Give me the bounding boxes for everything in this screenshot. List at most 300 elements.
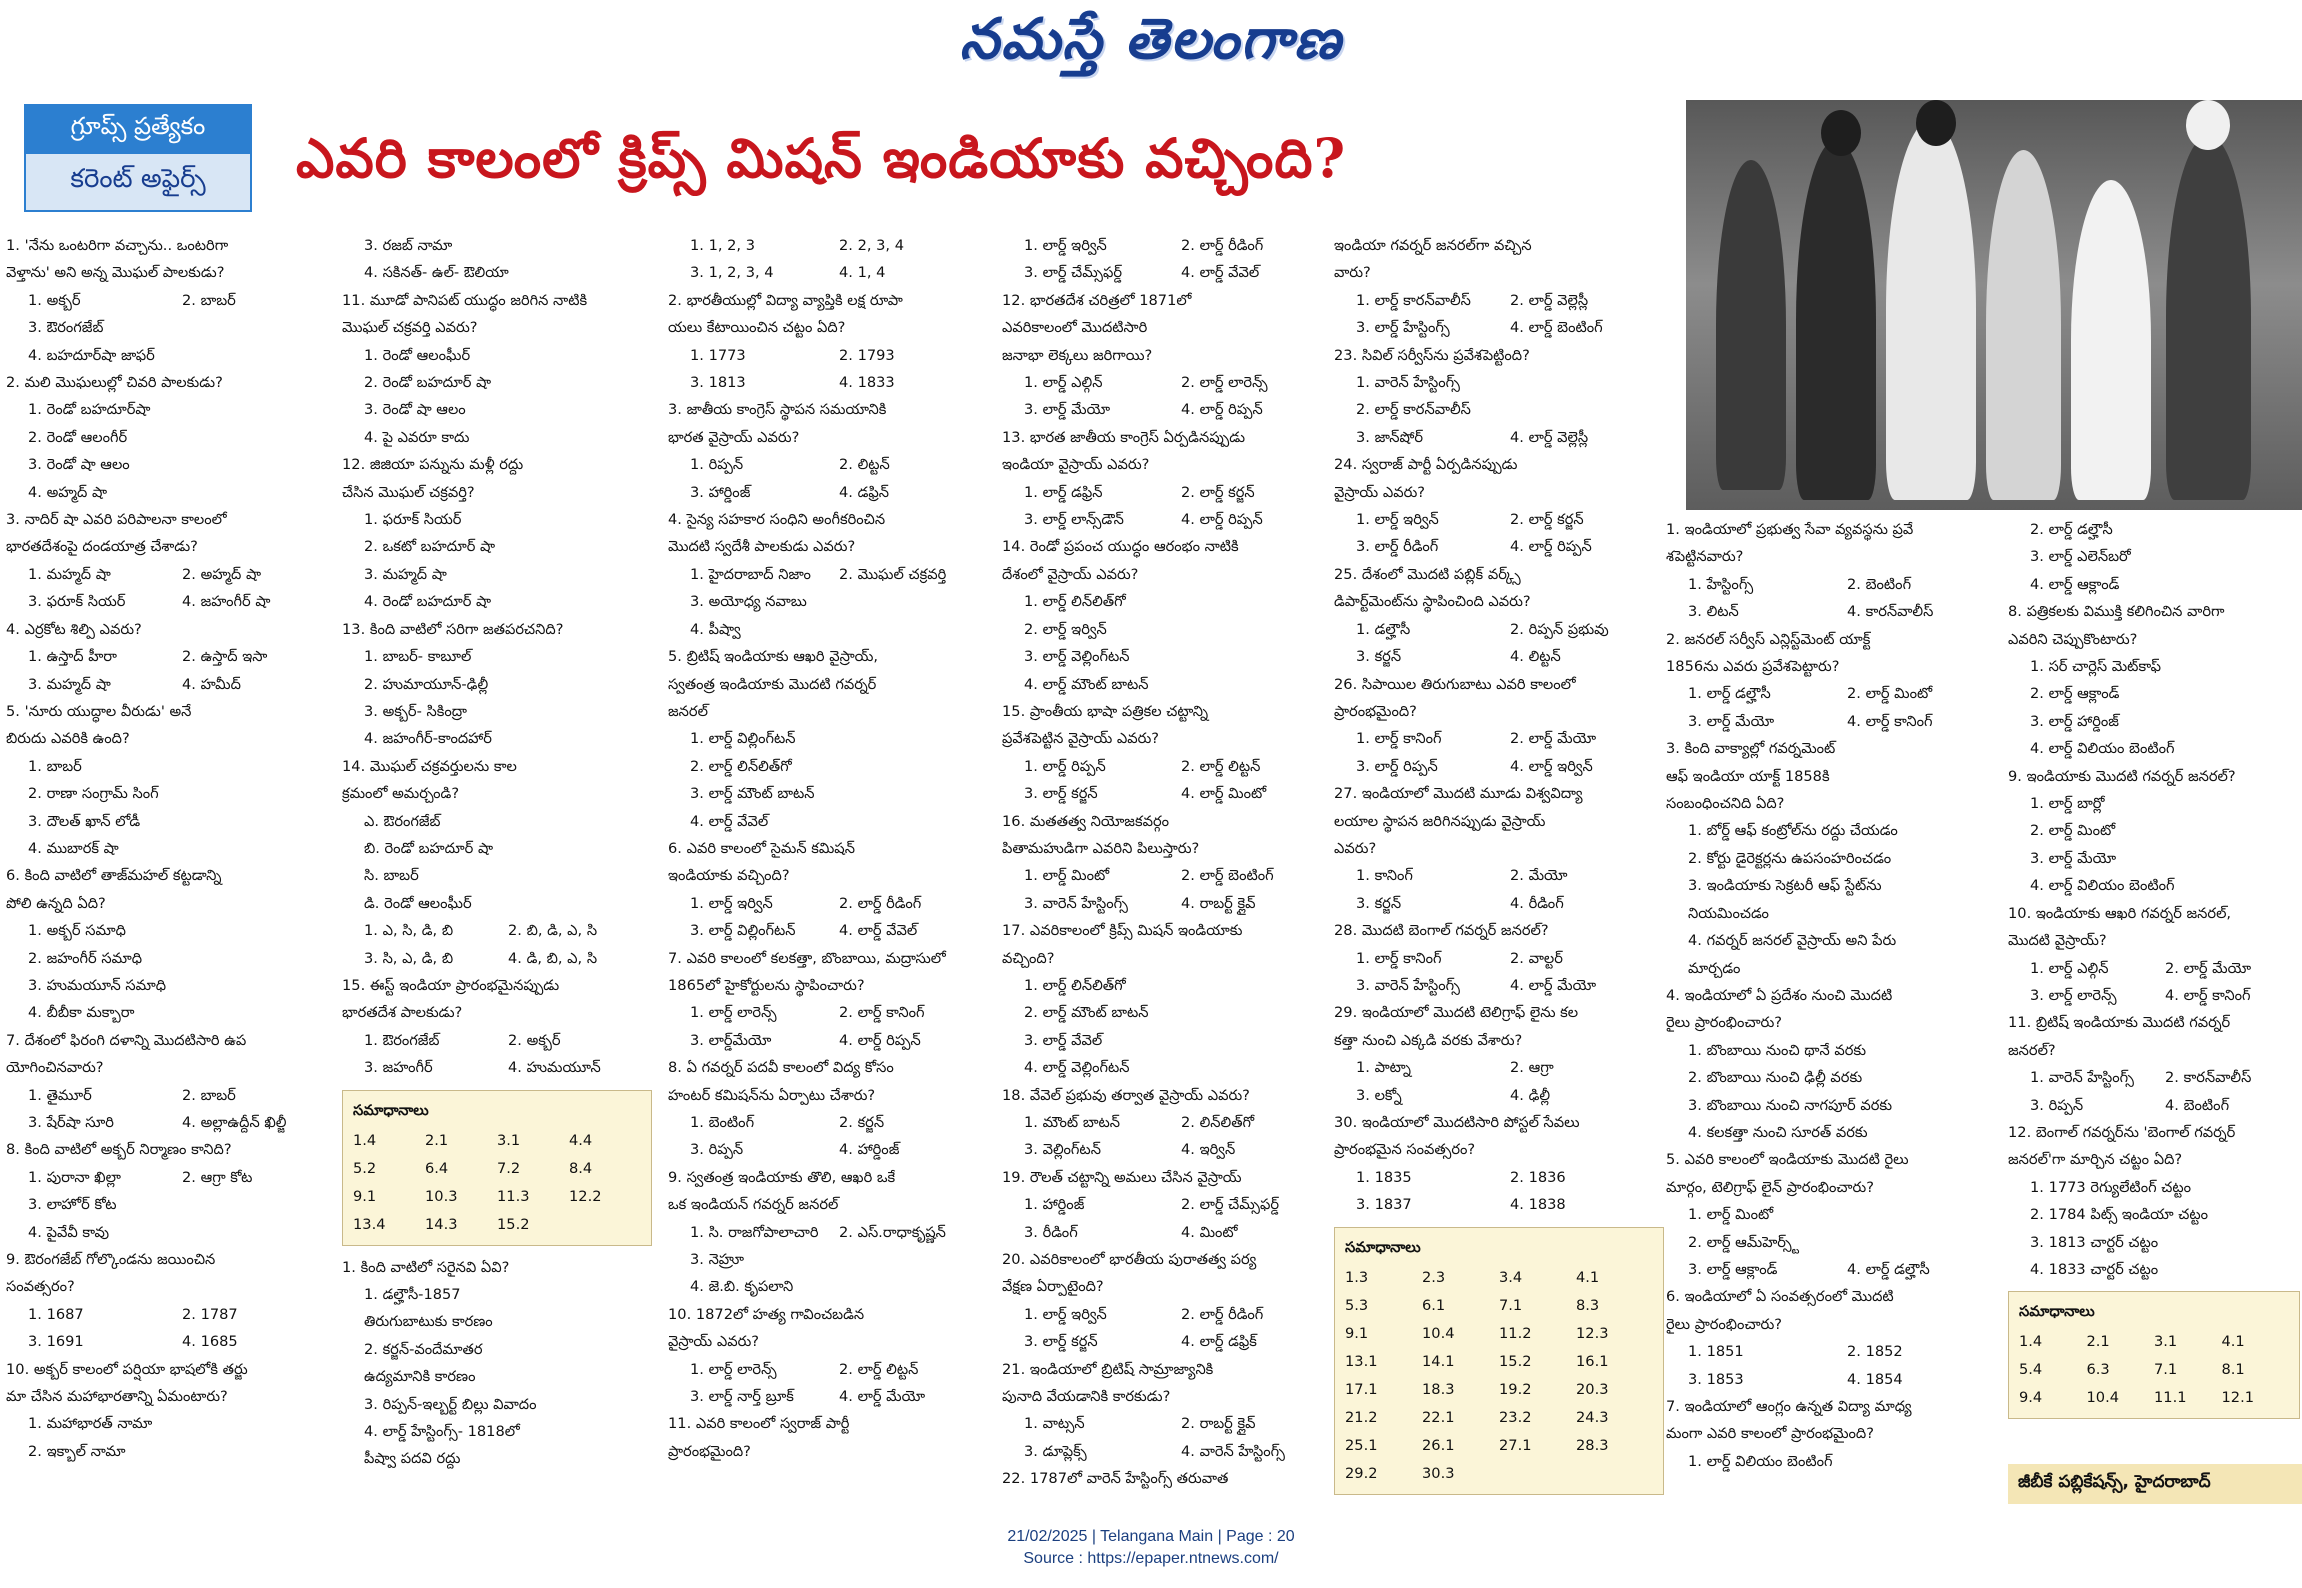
option: 3. 1691 [28,1333,84,1351]
question-block [2008,598,2300,762]
question-block [6,506,336,616]
question-block [6,1356,336,1466]
question-block [1334,232,1664,342]
option: 1. వారెన్ హేస్టింగ్స్ [2030,1069,2134,1087]
options-grid [1334,862,1664,917]
option: 2. లార్డ్ మేయో [2165,959,2252,977]
question-text: 1. 'నేను ఒంటరిగా వచ్చాను.. ఒంటరిగా వెళ్తాను' అని అన్న మొఘల్ పాలకుడు? [6,237,229,282]
question-text: 7. దేశంలో ఫిరంగి దళాన్ని మొదటిసారి ఉప యోగించినవారు? [6,1031,247,1077]
option: 3. లార్డ్ మేయో [2030,849,2117,867]
option: 2. రాణా సంగ్రామ్ సింగ్ [28,785,159,803]
question-text: 15. ప్రాంతీయ భాషా పత్రికల చట్టాన్ని ప్రవేశపెట్టిన వైస్రాయ్ ఎవరు? [1002,702,1209,748]
answer-item: 11.1 [2154,1389,2187,1407]
option: 2. లార్డ్ ఆమ్‌హెర్స్ట్ [1688,1233,1800,1251]
question-block [342,451,652,615]
option: 1. డల్హౌసీ-1857 [364,1286,461,1303]
option: 1. లార్డ్ డల్హౌసీ [1688,685,1771,703]
option: 2. లిన్‌లిత్‌గో [1181,1114,1255,1131]
option: 3. లార్డ్ హేస్టింగ్స్ [1356,319,1450,337]
column-3 [668,232,988,1465]
answer-item: 5.4 [2019,1361,2043,1379]
question-block [2008,1119,2300,1283]
question-text: 26. సిపాయిల తిరుగుబాటు ఎవరి కాలంలో ప్రారంభమైంది? [1334,675,1576,720]
option: 1. లార్డ్ లిన్‌లిత్‌గో [1024,976,1126,994]
question-block [342,972,652,1082]
option: 1. లార్డ్ కానింగ్ [1356,949,1442,967]
option: 4. లార్డ్ బెంటింగ్ [1510,319,1603,337]
option: 4. డఫ్రిన్ [839,483,889,501]
answer-key-header: సమాధానాలు [1345,1238,1421,1256]
option: 1. లార్డ్ ఎల్గిన్ [1024,374,1103,392]
answer-item: 4.1 [2221,1333,2245,1351]
question-text: 21. ఇండియాలో బ్రిటిష్ సామ్రాజ్యానికి పునాది వేయడానికి కారకుడు? [1002,1360,1214,1406]
column-1 [6,232,336,1465]
question-text: 3. జాతీయ కాంగ్రెస్ స్థాపన సమయానికి భారత వైస్రాయ్ ఎవరు? [668,401,887,446]
option: 1. కానింగ్ [1356,867,1413,885]
column-4 [1002,232,1338,1493]
option: 3. లార్డ్ వెల్లింగ్‌టన్ [1024,648,1130,666]
question-text: 13. భారత జాతీయ కాంగ్రెస్ ఏర్పడినప్పుడు ఇండియా వైస్రాయ్ ఎవరు? [1002,428,1246,474]
option: 4. రీడింగ్ [1510,894,1564,912]
options-grid [1666,680,2006,735]
answer-item: 3.1 [497,1131,521,1149]
option: 2. బి, డి, ఎ, సి [508,922,598,940]
question-text: 6. ఇండియాలో ఏ సంవత్సరంలో మొదటి రైలు ప్రారంభించారు? [1666,1288,1894,1333]
option: 1. సి. రాజగోపాలాచారి [690,1223,819,1241]
option: 2. 1787 [182,1305,238,1323]
question-block [1666,1146,2006,1283]
option: 4. లార్డ్ మౌంట్ బాటన్ [1024,675,1149,693]
section-tag-current-affairs: కరెంట్ అఫైర్స్ [24,154,252,212]
question-text: 30. ఇండియాలో మొదటిసారి పోస్టల్ సేవలు ప్రారంభమైన సంవత్సరం? [1334,1114,1580,1159]
option: 3. నెహ్రూ [690,1251,744,1269]
question-block [668,945,988,1055]
answer-item: 1.4 [353,1131,377,1149]
option: ఉద్యమానికి కారణం [364,1368,476,1386]
option: 3. రిప్పన్ [2030,1096,2084,1114]
option: 1. సర్ చార్లెస్ మెట్‌కాఫ్ [2030,658,2162,676]
answer-item: 3.1 [2154,1333,2178,1351]
option: 1. లార్డ్ ఇర్విన్ [690,894,773,912]
options-grid [668,342,988,397]
question-block [1002,808,1338,918]
question-block [6,369,336,506]
option: 4. లార్డ్ విలియం బెంటింగ్ [2030,877,2175,895]
options-grid [1002,1109,1338,1164]
options-grid [1666,1338,2006,1393]
option: 2. లార్డ్ మింటో [2030,822,2116,840]
option: ఎ. ఔరంగజేబ్ [364,812,441,830]
answer-item: 14.3 [425,1215,458,1233]
option: 4. ఢిల్లీ [1510,1086,1551,1104]
question-text: 3. కింది వాక్యాల్లో గవర్నమెంట్ ఆఫ్ ఇండియా యాక్ట్ 1858కి సంబంధించనిది ఏది? [1666,740,1836,813]
option: 3. కర్జన్ [1356,648,1402,666]
question-block [6,616,336,698]
column-2 [342,232,652,1473]
question-block [6,1246,336,1356]
option: 1. 1687 [28,1305,84,1323]
question-block [1002,1164,1338,1246]
answer-item: 17.1 [1345,1380,1378,1398]
option: 1. 1835 [1356,1168,1412,1186]
option: 3. ఇండియాకు సెక్రటరీ ఆఫ్ స్టేట్‌ను [1688,877,1882,895]
option: 3. జాన్‌షోర్ [1356,428,1424,446]
option: 3. లార్డ్ నార్త్ బ్రూక్ [690,1388,794,1406]
question-text: 5. బ్రిటిష్ ఇండియాకు ఆఖరి వైస్రాయ్, స్వతంత్ర ఇండియాకు మొదటి గవర్నర్ జనరల్ [668,648,879,720]
option: 1. అక్బర్ [28,291,81,309]
option: 2. వాల్టర్ [1510,949,1563,967]
question-text: 24. స్వరాజ్ పార్టీ ఏర్పడినప్పుడు వైస్రాయ్ ఎవరు? [1334,456,1518,501]
question-block [1002,1356,1338,1466]
option: 3. సి, ఎ, డి, బి [364,949,454,967]
question-text: 7. ఇండియాలో ఆంగ్లం ఉన్నత విద్యా మాధ్య మంగా ఎవరి కాలంలో ప్రారంభమైంది? [1666,1398,1912,1443]
options-grid [1334,1164,1664,1219]
question-block [1002,1082,1338,1164]
question-text: 13. కింది వాటిలో సరిగా జతపరచనిది? [342,620,564,638]
option: 4. లార్డ్ డఫ్రిక్ [1181,1333,1257,1351]
option: 2. జహంగీర్ సమాధి [28,949,143,967]
question-text: 8. పత్రికలకు విముక్తి కలిగించిన వారిగా ఎవరిని చెప్పుకొంటారు? [2008,603,2225,648]
question-text: 2. భారతీయుల్లో విద్యా వ్యాప్తికి లక్ష రూపా యలు కేటాయించిన చట్టం ఏది? [668,291,903,337]
options-grid [1002,369,1338,424]
answer-item: 23.2 [1499,1408,1532,1426]
answer-item: 8.3 [1576,1296,1600,1314]
option: 4. లార్డ్ వేవెల్ [839,922,918,940]
question-block [1666,1393,2006,1475]
option: 1. లార్డ్ విల్లింగ్‌టన్ [690,730,796,748]
option: 3. లార్డ్ మేయో [1024,401,1111,419]
question-block [1002,1465,1338,1492]
option: 3. హార్డింజ్ [690,483,751,501]
question-text: 5. 'నూరు యుద్ధాల వీరుడు' అనే బిరుదు ఎవరికి ఉంది? [6,702,192,748]
question-text: 12. భారతదేశ చరిత్రలో 1871లో ఎవరికాలంలో మొదటిసారి జనాభా లెక్కలు జరిగాయి? [1002,291,1192,364]
answer-item: 2.1 [2086,1333,2110,1351]
answer-item: 15.2 [497,1215,530,1233]
option: 3. లార్డ్ హార్డింజ్ [2030,712,2119,730]
option: 1. లార్డ్ లారెన్స్ [690,1004,777,1022]
options-grid [6,287,336,314]
answer-item: 19.2 [1499,1380,1532,1398]
option: 2. మొఘల్ చక్రవర్తి [839,565,947,583]
question-block [6,862,336,1026]
question-block [1334,917,1664,999]
option: తిరుగుబాటుకు కారణం [364,1313,493,1331]
option: 4. లార్డ్ మింటో [1181,785,1267,803]
question-text: 11. మూడో పానిపట్ యుద్ధం జరిగిన నాటికి మొఘల్ చక్రవర్తి ఎవరు? [342,291,588,337]
answer-item: 10.3 [425,1187,458,1205]
option: 4. ఇర్విన్ [1181,1141,1236,1159]
option: 1. బొంబాయి నుంచి థానే వరకు [1688,1041,1867,1059]
question-block [1334,671,1664,781]
option: 3. వెల్లింగ్‌టన్ [1024,1141,1101,1159]
option: 1. వాట్సన్ [1024,1415,1085,1433]
answer-key-header: సమాధానాలు [2019,1303,2095,1321]
option: 1. మహ్మద్ షా [28,565,111,583]
answer-key [1334,1227,1664,1495]
options-grid [1002,862,1338,917]
options-grid [1002,1410,1338,1465]
option: 2. లార్డ్ డల్హౌసీ [2030,521,2113,538]
option: మార్చడం [1688,959,1741,977]
option: 1. పాట్నా [1356,1059,1411,1077]
option: 3. దౌలత్ ఖాన్ లోడీ [28,812,141,830]
option: 1. లార్డ్ కానింగ్ [1356,730,1442,748]
option: బి. రెండో బహదూర్ షా [364,839,494,857]
option: 2. లార్డ్ మేయో [1510,730,1597,748]
options-grid [2008,955,2300,1010]
answer-item: 12.1 [2221,1389,2254,1407]
question-text: 4. సైన్య సహకార సంధిని అంగీకరించిన మొదటి స్వదేశీ పాలకుడు ఎవరు? [668,511,886,556]
option: 4. 1833 చార్టర్ చట్టం [2030,1260,2159,1278]
answer-item: 13.1 [1345,1352,1378,1370]
option: 1. హేస్టింగ్స్ [1688,575,1754,593]
option: 2. ఒకటో బహదూర్ షా [364,538,496,556]
option: 3. డూప్లెక్స్ [1024,1442,1087,1460]
option: 4. కలకత్తా నుంచి సూరత్ వరకు [1688,1123,1868,1141]
answer-item: 26.1 [1422,1436,1455,1454]
option: 2. ఆగ్రా కోట [182,1168,253,1186]
option: 4. జె.బి. కృపలాని [690,1278,794,1296]
option: 3. రిప్పన్ [690,1141,744,1159]
answer-item: 2.1 [425,1131,449,1149]
option: 4. 1685 [182,1333,238,1351]
option: 4. పై ఎవరూ కాదు [364,428,470,446]
question-text: 14. మొఘల్ చక్రవర్తులను కాల క్రమంలో అమర్చండి? [342,757,517,803]
answer-item: 4.4 [569,1131,593,1149]
section-tag-groups: గ్రూప్స్ ప్రత్యేకం [24,104,252,154]
question-block [2008,763,2300,900]
option: 3. లార్డ్ చేమ్స్‌ఫర్డ్ [1024,264,1122,282]
publisher-credit: జీబీకే పబ్లికేషన్స్, హైదరాబాద్ [2008,1464,2302,1504]
options-grid [1666,571,2006,626]
question-text: 17. ఎవరికాలంలో క్రిప్స్ మిషన్ ఇండియాకు వచ్చింది? [1002,922,1243,967]
option: 4. రెండో బహదూర్ షా [364,593,492,611]
option: 2. బాబర్ [182,1086,236,1104]
question-text: 27. ఇండియాలో మొదటి మూడు విశ్వవిద్యా లయాల స్థాపన జరిగినప్పుడు వైస్రాయ్ ఎవరు? [1334,785,1583,857]
question-block [1334,780,1664,917]
option: 4. లార్డ్ కానింగ్ [1847,712,1933,730]
options-grid [1334,506,1664,561]
question-text: 9. ఔరంగజేబ్ గోల్కొండను జయించిన సంవత్సరం? [6,1251,216,1296]
question-block [668,1164,988,1301]
options-grid [1002,232,1338,287]
options-grid [668,232,988,287]
option: 1. హార్డింజ్ [1024,1196,1085,1214]
option: 4. లిట్టన్ [1510,648,1561,666]
question-block [342,287,652,451]
answer-item: 21.2 [1345,1408,1378,1426]
option: 4. లార్డ్ మేయో [839,1388,926,1406]
option: 4. 1838 [1510,1196,1566,1214]
option: 3. 1813 [690,374,746,392]
options-grid [668,451,988,506]
answer-item: 27.1 [1499,1436,1532,1454]
option: 4. జహంగీర్ షా [182,593,271,611]
question-text: 22. 1787లో వారెన్ హేస్టింగ్స్ తరువాత [1002,1470,1229,1488]
option: నియమించడం [1688,904,1769,922]
column-5 [1334,232,1664,1503]
option: 1. లార్డ్ రిప్పన్ [1024,757,1106,775]
option: 1. డల్హౌసీ [1356,620,1411,638]
question-block [342,1254,652,1473]
question-block [342,616,652,753]
options-grid [1002,1301,1338,1356]
option: 4. లార్డ్ హేస్టింగ్స్- 1818లో [364,1423,520,1441]
question-block [342,753,652,917]
option: 3. లార్డ్ మేయో [1688,712,1775,730]
option: 1. బాబర్ [28,757,82,775]
option: 1. బెంటింగ్ [690,1114,755,1131]
option: 2. కర్జన్ [839,1114,885,1131]
question-text: 10. 1872లో హత్య గావించబడిన వైస్రాయ్ ఎవరు? [668,1305,865,1351]
option: 4. పైవేవీ కావు [28,1223,110,1241]
question-text: 8. ఏ గవర్నర్ పదవీ కాలంలో విద్య కోసం హంటర్ కమిషన్‌ను ఏర్పాటు చేశారు? [668,1059,894,1104]
option: 3. రజబ్ నామా [364,237,453,254]
options-grid [1666,1256,2006,1283]
question-text: 3. నాదిర్ షా ఎవరి పరిపాలనా కాలంలో భారతదేశంపై దండయాత్ర చేశాడు? [6,511,227,556]
options-grid [1334,1054,1664,1109]
option: 2. లార్డ్ ఇర్విన్ [1024,620,1107,638]
option: 2. లార్డ్ వెల్లెస్లీ [1510,291,1589,309]
answer-item: 9.1 [353,1187,377,1205]
question-block [1002,424,1338,534]
question-block [668,1054,988,1164]
option: 4. గవర్నర్ జనరల్ వైస్రాయ్ అని పేరు [1688,932,1897,950]
answer-item: 15.2 [1499,1352,1532,1370]
option: 4. సకినత్- ఉల్- ఔలియా [364,264,509,282]
option: 2. లార్డ్ కర్జన్ [1181,483,1255,501]
options-grid [6,643,336,698]
option: 4. ముబారక్ షా [28,839,119,857]
option: 1. 1851 [1688,1343,1744,1361]
question-text: 6. కింది వాటిలో తాజ్‌మహల్ కట్టడాన్ని పోలి ఉన్నది ఏది? [6,867,222,912]
question-block [1666,516,2006,626]
option: 4. లార్డ్ ఇర్విన్ [1510,757,1593,775]
option: 1. పురానా ఖిల్లా [28,1168,121,1186]
question-text: 19. రౌలత్ చట్టాన్ని అమలు చేసిన వైస్రాయ్ [1002,1168,1242,1186]
option: 2. లార్డ్ మింటో [1847,685,1933,703]
option: 1. హైదరాబాద్ నిజాం [690,565,811,583]
option: 2. 1784 పిట్స్ ఇండియా చట్టం [2030,1206,2209,1224]
question-text: 28. మొదటి బెంగాల్ గవర్నర్ జనరల్? [1334,922,1549,940]
question-text: 5. ఎవరి కాలంలో ఇండియాకు మొదటి రైలు మార్గం, టెలిగ్రాఫ్ లైన్ ప్రారంభించారు? [1666,1151,1909,1196]
question-text: 25. దేశంలో మొదటి పబ్లిక్ వర్క్స్ డిపార్ట్‌మెంట్‌ను స్థాపించింది ఎవరు? [1334,565,1531,611]
option: 2. ఉస్తాద్ ఇసా [182,648,268,666]
option: 3. లార్డ్ మౌంట్ బాటన్ [690,785,815,803]
option: 3. మహ్మద్ షా [28,675,111,693]
answer-item: 9.4 [2019,1389,2043,1407]
option: 3. లార్డ్ రిప్పన్ [1356,757,1438,775]
options-grid [1334,725,1664,780]
option: 3. లక్నో [1356,1086,1402,1104]
question-block [2008,900,2300,1010]
option: 4. హుమయూన్ [508,1059,601,1077]
option: 4. లార్డ్ వేవెల్ [1181,264,1260,282]
answer-item: 18.3 [1422,1380,1455,1398]
answer-item: 14.1 [1422,1352,1455,1370]
option: 2. లార్డ్ బెంటింగ్ [1181,867,1274,885]
options-grid [668,890,988,945]
option: 1. లార్డ్ లిన్‌లిత్‌గో [1024,593,1126,611]
answer-item: 10.4 [1422,1324,1455,1342]
question-block [668,835,988,945]
question-block [1334,451,1664,561]
option: 2. రెండో బహదూర్ షా [364,374,492,392]
footer-source: Source : https://epaper.ntnews.com/ [1023,1550,1279,1567]
option: 1. లార్డ్ ఇర్విన్ [1024,1305,1107,1323]
question-text: 9. ఇండియాకు మొదటి గవర్నర్ జనరల్? [2008,767,2236,785]
question-text: 12. బెంగాల్ గవర్నర్‌ను 'బెంగాల్ గవర్నర్ జనరల్'గా మార్చిన చట్టం ఏది? [2008,1123,2236,1169]
answer-item: 9.1 [1345,1324,1369,1342]
option: 4. కారన్‌వాలీస్ [1847,603,1934,621]
option: డి. రెండో ఆలంఘీర్ [364,894,472,912]
question-block [1334,561,1664,671]
answer-item: 30.3 [1422,1464,1455,1482]
option: 2. లిట్టన్ [839,456,890,474]
options-grid [2008,1064,2300,1119]
option: 4. లార్డ్ వెల్లింగ్‌టన్ [1024,1059,1130,1077]
option: 1. లార్డ్ విలియం బెంటింగ్ [1688,1452,1833,1470]
option: 4. లార్డ్ రిప్పన్ [1181,401,1263,419]
answer-grid [2019,1328,2289,1412]
option: 3. రెండో షా ఆలం [28,456,130,474]
answer-item: 11.2 [1499,1324,1532,1342]
option: 1. బాబర్- కాబూల్ [364,648,472,666]
option: 2. బెంటింగ్ [1847,575,1912,593]
option: 3. లార్డ్ విల్లింగ్‌టన్ [690,922,796,940]
options-grid [1002,753,1338,808]
answer-item: 7.2 [497,1159,521,1177]
option: 2. బాబర్ [182,291,236,309]
option: 3. లార్డ్ ఎలెన్‌బరో [2030,548,2131,566]
answer-item: 29.2 [1345,1464,1378,1482]
option: 4. పీష్వా [690,620,741,638]
option: 2. లార్డ్ రీడింగ్ [839,894,922,912]
answer-item: 13.4 [353,1215,386,1233]
question-block [342,917,652,972]
answer-item: 6.1 [1422,1296,1446,1314]
option: 3. లార్డ్ కర్జన్ [1024,785,1098,803]
headline: ఎవరి కాలంలో క్రిప్స్ మిషన్ ఇండియాకు వచ్చింది? [296,126,1347,190]
option: 1. రిప్పన్ [690,456,744,474]
question-text: 12. జిజియా పన్నును మళ్లీ రద్దు చేసిన మొఘల్ చక్రవర్తి? [342,456,524,501]
options-grid [668,1356,988,1411]
option: 3. లార్డ్ రీడింగ్ [1356,538,1439,556]
question-text: 2. జనరల్ సర్వీస్ ఎన్లిస్ట్‌మెంట్ యాక్ట్ 1856ను ఎవరు ప్రవేశపెట్టారు? [1666,630,1871,676]
option: 4. జహంగీర్-కాందహార్ [364,730,492,748]
option: 3. అయోధ్య నవాబు [690,593,807,611]
answer-item: 8.1 [2221,1361,2245,1379]
answer-item: 12.2 [569,1187,602,1205]
option: 2. లార్డ్ లారెన్స్ [1181,374,1268,392]
answer-key [342,1090,652,1246]
option: 2. అక్బర్ [508,1031,561,1049]
answer-item: 5.3 [1345,1296,1369,1314]
option: 1. లార్డ్ డఫ్రిన్ [1024,483,1103,501]
option: 4. లార్డ్ రిప్పన్ [1510,538,1592,556]
option: 1. లార్డ్ ఎల్గిన్ [2030,959,2109,977]
option: 2. రాబర్ట్ క్లైవ్ [1181,1415,1256,1433]
question-text: 9. స్వతంత్ర ఇండియాకు తొలి, ఆఖరి ఒకే ఒక ఇండియన్ గవర్నర్ జనరల్ [668,1168,896,1214]
answer-item: 1.4 [2019,1333,2043,1351]
answer-item: 1.3 [1345,1268,1369,1286]
question-block [6,698,336,862]
question-block [2008,1009,2300,1119]
option: 1. వారెన్ హేస్టింగ్స్ [1356,374,1460,392]
answer-item: 25.1 [1345,1436,1378,1454]
answer-item: 5.2 [353,1159,377,1177]
option: 4. లార్డ్ మేయో [1510,976,1597,994]
